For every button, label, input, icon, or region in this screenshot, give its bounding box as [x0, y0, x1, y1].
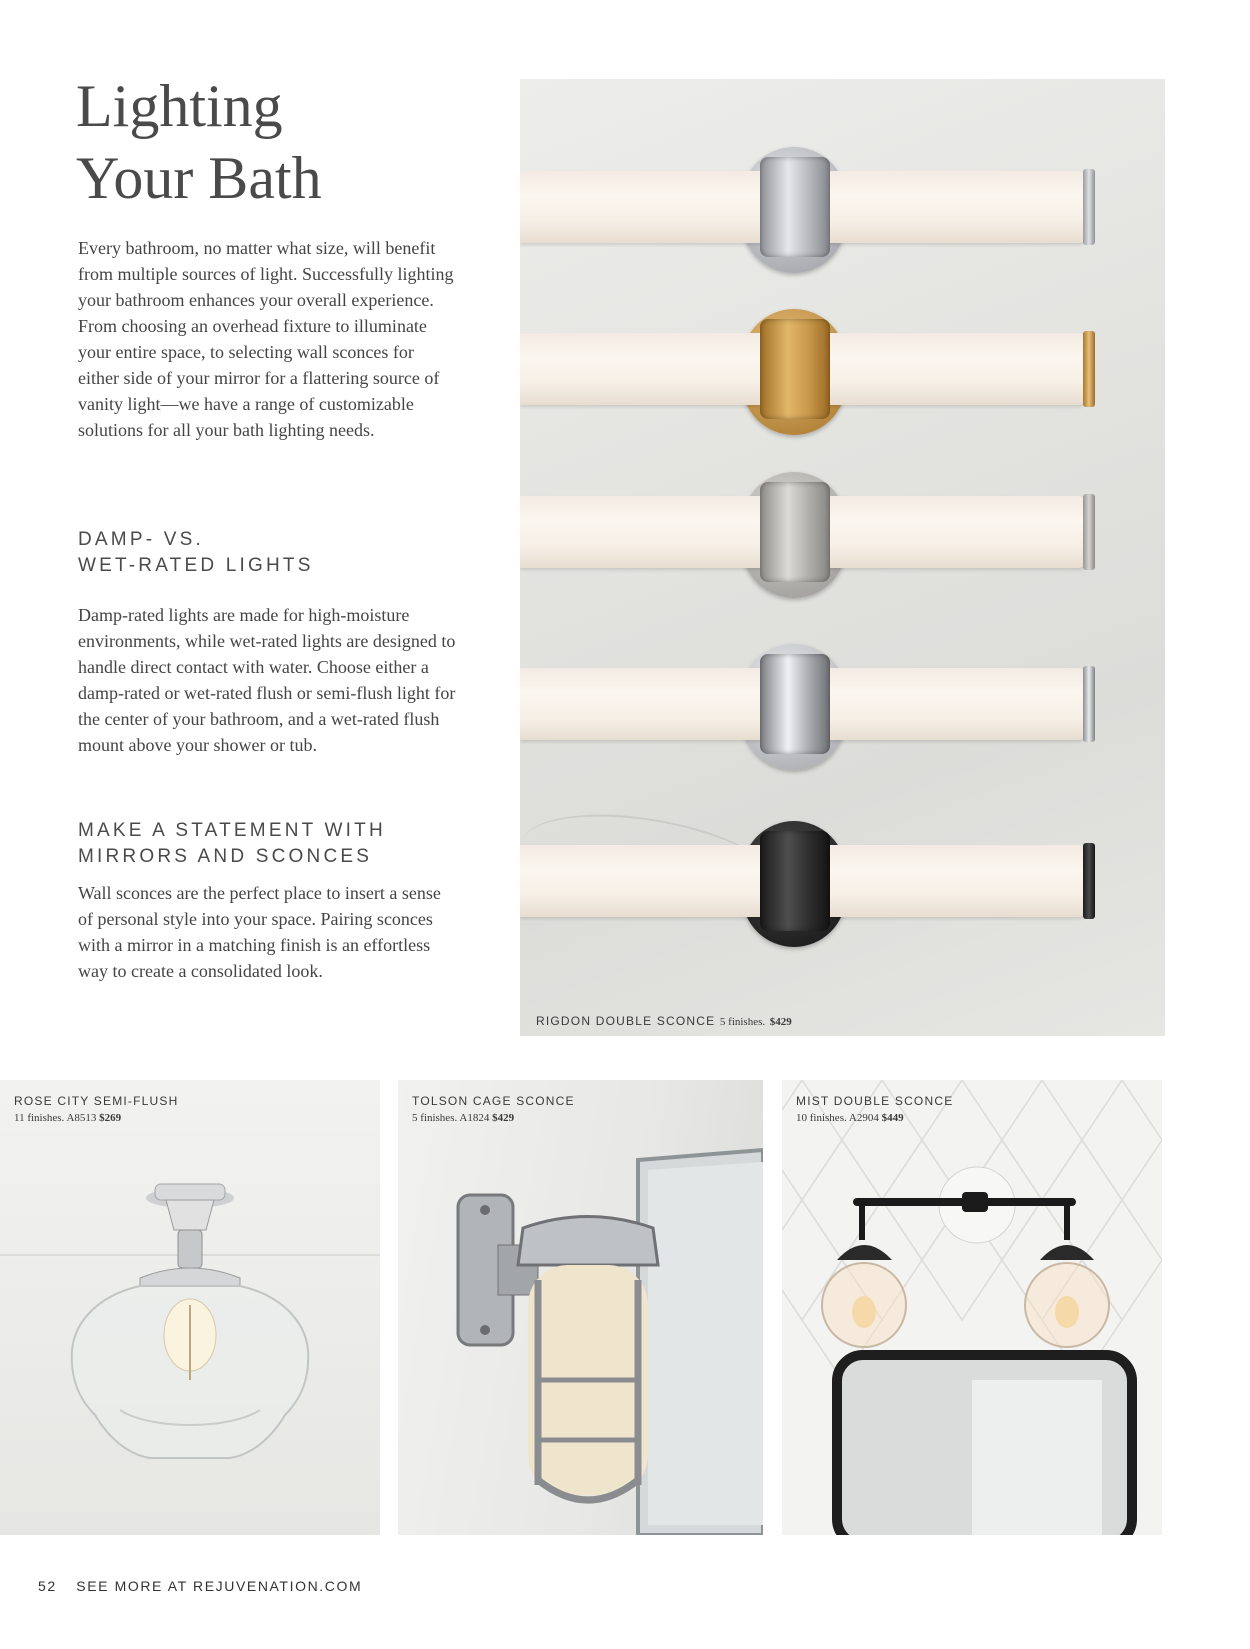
sconce-center-band	[760, 654, 830, 754]
product-finishes: 11 finishes.	[14, 1112, 65, 1124]
sconce-brass	[520, 309, 1165, 439]
section-heading-damp-wet	[78, 527, 478, 579]
sconce-end-cap	[1083, 494, 1095, 570]
tolson-fixture-illustration	[398, 1080, 763, 1535]
sconce-end-cap	[1083, 331, 1095, 407]
product-finishes: 5 finishes.	[412, 1112, 458, 1124]
product-price: $269	[99, 1112, 122, 1124]
sconce-polished-nickel	[520, 147, 1165, 277]
product-meta	[14, 1110, 178, 1126]
product-caption	[412, 1092, 575, 1126]
product-price: $429	[492, 1112, 515, 1124]
product-price: $449	[881, 1112, 904, 1124]
photo-rose-city-semi-flush	[0, 1080, 380, 1535]
product-caption	[14, 1092, 178, 1126]
photo-tolson-cage-sconce	[398, 1080, 763, 1535]
statement-paragraph: Wall sconces are the perfect place to insert a sense of personal style into your space. Pairing sconces with a mirror in a matching finish is an effortless way to create a consolidated look.	[78, 883, 441, 981]
hero-caption-price: $429	[769, 1016, 792, 1028]
section-heading-statement-line1: MAKE A STATEMENT WITH	[78, 820, 386, 841]
damp-wet-paragraph: Damp-rated lights are made for high-moisture environments, while wet-rated lights are designed to handle direct contact with water. Choose either a damp-rated or wet-rated flush or semi-flush light for the center of your bathroom, and a wet-rated flush mount above your shower or tub.	[78, 605, 456, 755]
section-heading-damp-wet-line2: WET-RATED LIGHTS	[78, 555, 314, 576]
section-heading-statement-line2: MIRRORS AND SCONCES	[78, 846, 373, 867]
section-heading-statement	[78, 818, 478, 870]
product-meta	[412, 1110, 575, 1126]
sconce-end-cap	[1083, 666, 1095, 742]
page-number: 52	[38, 1578, 57, 1594]
section-heading-damp-wet-line1: DAMP- VS.	[78, 529, 204, 550]
hero-caption	[536, 1014, 792, 1028]
product-sku: A8513	[66, 1112, 97, 1124]
page-title	[76, 70, 476, 214]
sconce-end-cap	[1083, 843, 1095, 919]
sconce-center-band	[760, 319, 830, 419]
sconce-center-band	[760, 157, 830, 257]
sconce-center-band	[760, 831, 830, 931]
page-title-line2: Your Bath	[76, 145, 322, 211]
sconce-chrome	[520, 644, 1165, 774]
sconce-satin-nickel	[520, 472, 1165, 602]
photo-mist-double-sconce	[782, 1080, 1162, 1535]
product-name: TOLSON CAGE SCONCE	[412, 1094, 575, 1108]
sconce-end-cap	[1083, 169, 1095, 245]
footer-link-text: SEE MORE AT REJUVENATION.COM	[76, 1578, 363, 1594]
sconce-center-band	[760, 482, 830, 582]
hero-photo-rigdon-sconces	[520, 79, 1165, 1036]
sconce-oil-rubbed-bronze	[520, 821, 1165, 951]
product-sku: A1824	[459, 1112, 490, 1124]
mist-fixture-illustration	[782, 1080, 1162, 1535]
rose-city-fixture-illustration	[0, 1080, 380, 1535]
hero-caption-finishes: 5 finishes.	[719, 1016, 766, 1028]
page-title-line1: Lighting	[76, 73, 283, 139]
product-meta	[796, 1110, 953, 1126]
product-name: MIST DOUBLE SCONCE	[796, 1094, 954, 1108]
product-sku: A2904	[848, 1112, 879, 1124]
hero-caption-name: RIGDON DOUBLE SCONCE	[536, 1014, 716, 1028]
product-finishes: 10 finishes.	[796, 1112, 847, 1124]
product-name: ROSE CITY SEMI-FLUSH	[14, 1094, 179, 1108]
product-caption	[796, 1092, 953, 1126]
page-footer	[38, 1578, 362, 1594]
intro-paragraph: Every bathroom, no matter what size, will benefit from multiple sources of light. Successfully lighting your bathroom enhances your overall experience. From choosing an overhead fixture to illuminate your entire space, to selecting wall sconces for either side of your mirror for a flattering source of vanity light—we have a range of customizable solutions for all your bath lighting needs.	[78, 238, 454, 440]
